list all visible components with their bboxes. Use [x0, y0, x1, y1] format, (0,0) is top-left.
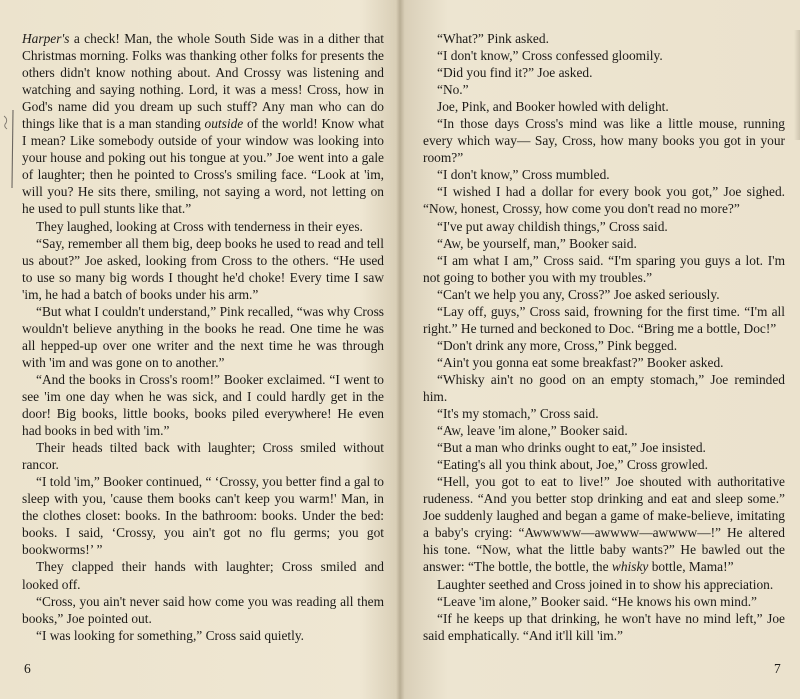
paragraph: “I was looking for something,” Cross said quietly. [36, 627, 305, 643]
paragraph: They laughed, looking at Cross with tenderness in their eyes. [36, 218, 363, 234]
page-number-left: 6 [24, 661, 31, 676]
paragraph: “It's my stomach,” Cross said. [437, 406, 599, 422]
paragraph: “If he keeps up that drinking, he won't have no mind left,” Joe said emphatically. “And it'll kill 'im.” [423, 610, 785, 643]
paragraph: They clapped their hands with laughter; Cross smiled and looked off. [22, 559, 384, 592]
paragraph: “Aw, leave 'im alone,” Booker said. [437, 423, 628, 439]
paragraph: “I told 'im,” Booker continued, “ ‘Crossy, you better find a gal to sleep with you, 'cause them books can't keep you warm!' Man, in the clothes closet: books. In the bathroom: books. Under the bed: books. I said, ‘Crossy, you ain't got no flu germs; you got bookworms!’ ” [22, 474, 384, 558]
paragraph: “Whisky ain't no good on an empty stomach,” Joe reminded him. [423, 371, 785, 404]
paragraph: “Lay off, guys,” Cross said, frowning for the first time. “I'm all right.” He turned and beckoned to Doc. “Bring me a bottle, Doc!” [423, 303, 785, 336]
paragraph: “Did you find it?” Joe asked. [437, 65, 593, 81]
paragraph: “Don't drink any more, Cross,” Pink begged. [437, 337, 678, 353]
paragraph: “Cross, you ain't never said how come you was reading all them books,” Joe pointed out. [22, 593, 384, 626]
paragraph: “Eating's all you think about, Joe,” Cross growled. [437, 457, 708, 473]
paragraph: “And the books in Cross's room!” Booker exclaimed. “I went to see 'im one day when he was sick, and I could hardly get in the door! Big books, little books, books piled everywhere! He even had books in bed with 'im.” [22, 371, 384, 439]
paragraph: “Leave 'im alone,” Booker said. “He knows his own mind.” [437, 593, 757, 609]
paragraph: “No.” [437, 82, 469, 98]
paragraph: Laughter seethed and Cross joined in to show his appreciation. [437, 576, 774, 592]
paragraph: “I don't know,” Cross mumbled. [437, 167, 610, 183]
paragraph: “I've put away childish things,” Cross said. [437, 218, 668, 234]
left-page [22, 30, 384, 644]
paragraph: “Aw, be yourself, man,” Booker said. [437, 235, 637, 251]
paragraph: “I wished I had a dollar for every book you got,” Joe sighed. “Now, honest, Crossy, how come you don't read no more?” [423, 184, 785, 217]
paragraph: “I don't know,” Cross confessed gloomily. [437, 48, 663, 64]
page-number-right: 7 [774, 661, 781, 676]
paragraph: Harper's a check! Man, the whole South Side was in a dither that Christmas morning. Folks was thanking other folks for presents the others didn't know nothing about. And Crossy was listening and watching and saying nothing. Lord, it was a mess! Cross, how in God's name did you dream up such stuff? Any man who can do things like that is a man standing outside of the world! Know what I mean? Like somebody outside of your window was looking into your house and poking out his tongue at you.” Joe went into a gale of laughter; then he pointed to Cross's smiling face. “Look at 'im, will you? He sits there, smiling, not saying a word, not letting on he used to pull stunts like that.” [22, 31, 384, 217]
paragraph: “What?” Pink asked. [437, 31, 549, 46]
paragraph: “In those days Cross's mind was like a little mouse, running every which way— Say, Cross, how many books you got in your room?” [423, 116, 785, 166]
paragraph: “But what I couldn't understand,” Pink recalled, “was why Cross wouldn't believe anything in the books he read. One time he was all hepped-up over one writer and the next time he was through with 'im and was gone on to another.” [22, 303, 384, 370]
paragraph: “Hell, you got to eat to live!” Joe shouted with authoritative rudeness. “And you better stop drinking and eat and sleep some.” Joe suddenly laughed and began a game of make-believe, imitating a baby's crying: “Awwwww—awwww—awwww—!” He altered his tone. “Now, what the little baby wants?” He bawled out the answer: “The bottle, the bottle, the whisky bottle, Mama!” [423, 474, 785, 575]
page-edge-shadow [794, 30, 800, 140]
paragraph: “Say, remember all them big, deep books he used to read and tell us about?” Joe asked, looking from Cross to the others. “He used to use so many big words I thought he'd choke! Every time I saw 'im, he had a batch of books under his arm.” [22, 235, 384, 302]
paragraph: Joe, Pink, and Booker howled with delight. [437, 99, 669, 115]
paragraph: “Ain't you gonna eat some breakfast?” Booker asked. [437, 354, 724, 370]
right-page [423, 30, 785, 644]
pencil-margin-mark [0, 108, 18, 190]
paragraph: Their heads tilted back with laughter; Cross smiled without rancor. [22, 440, 384, 473]
paragraph: “I am what I am,” Cross said. “I'm sparing you guys a lot. I'm not going to bother you with my troubles.” [423, 252, 785, 285]
paragraph: “But a man who drinks ought to eat,” Joe insisted. [437, 440, 706, 456]
paragraph: “Can't we help you any, Cross?” Joe asked seriously. [437, 286, 720, 302]
